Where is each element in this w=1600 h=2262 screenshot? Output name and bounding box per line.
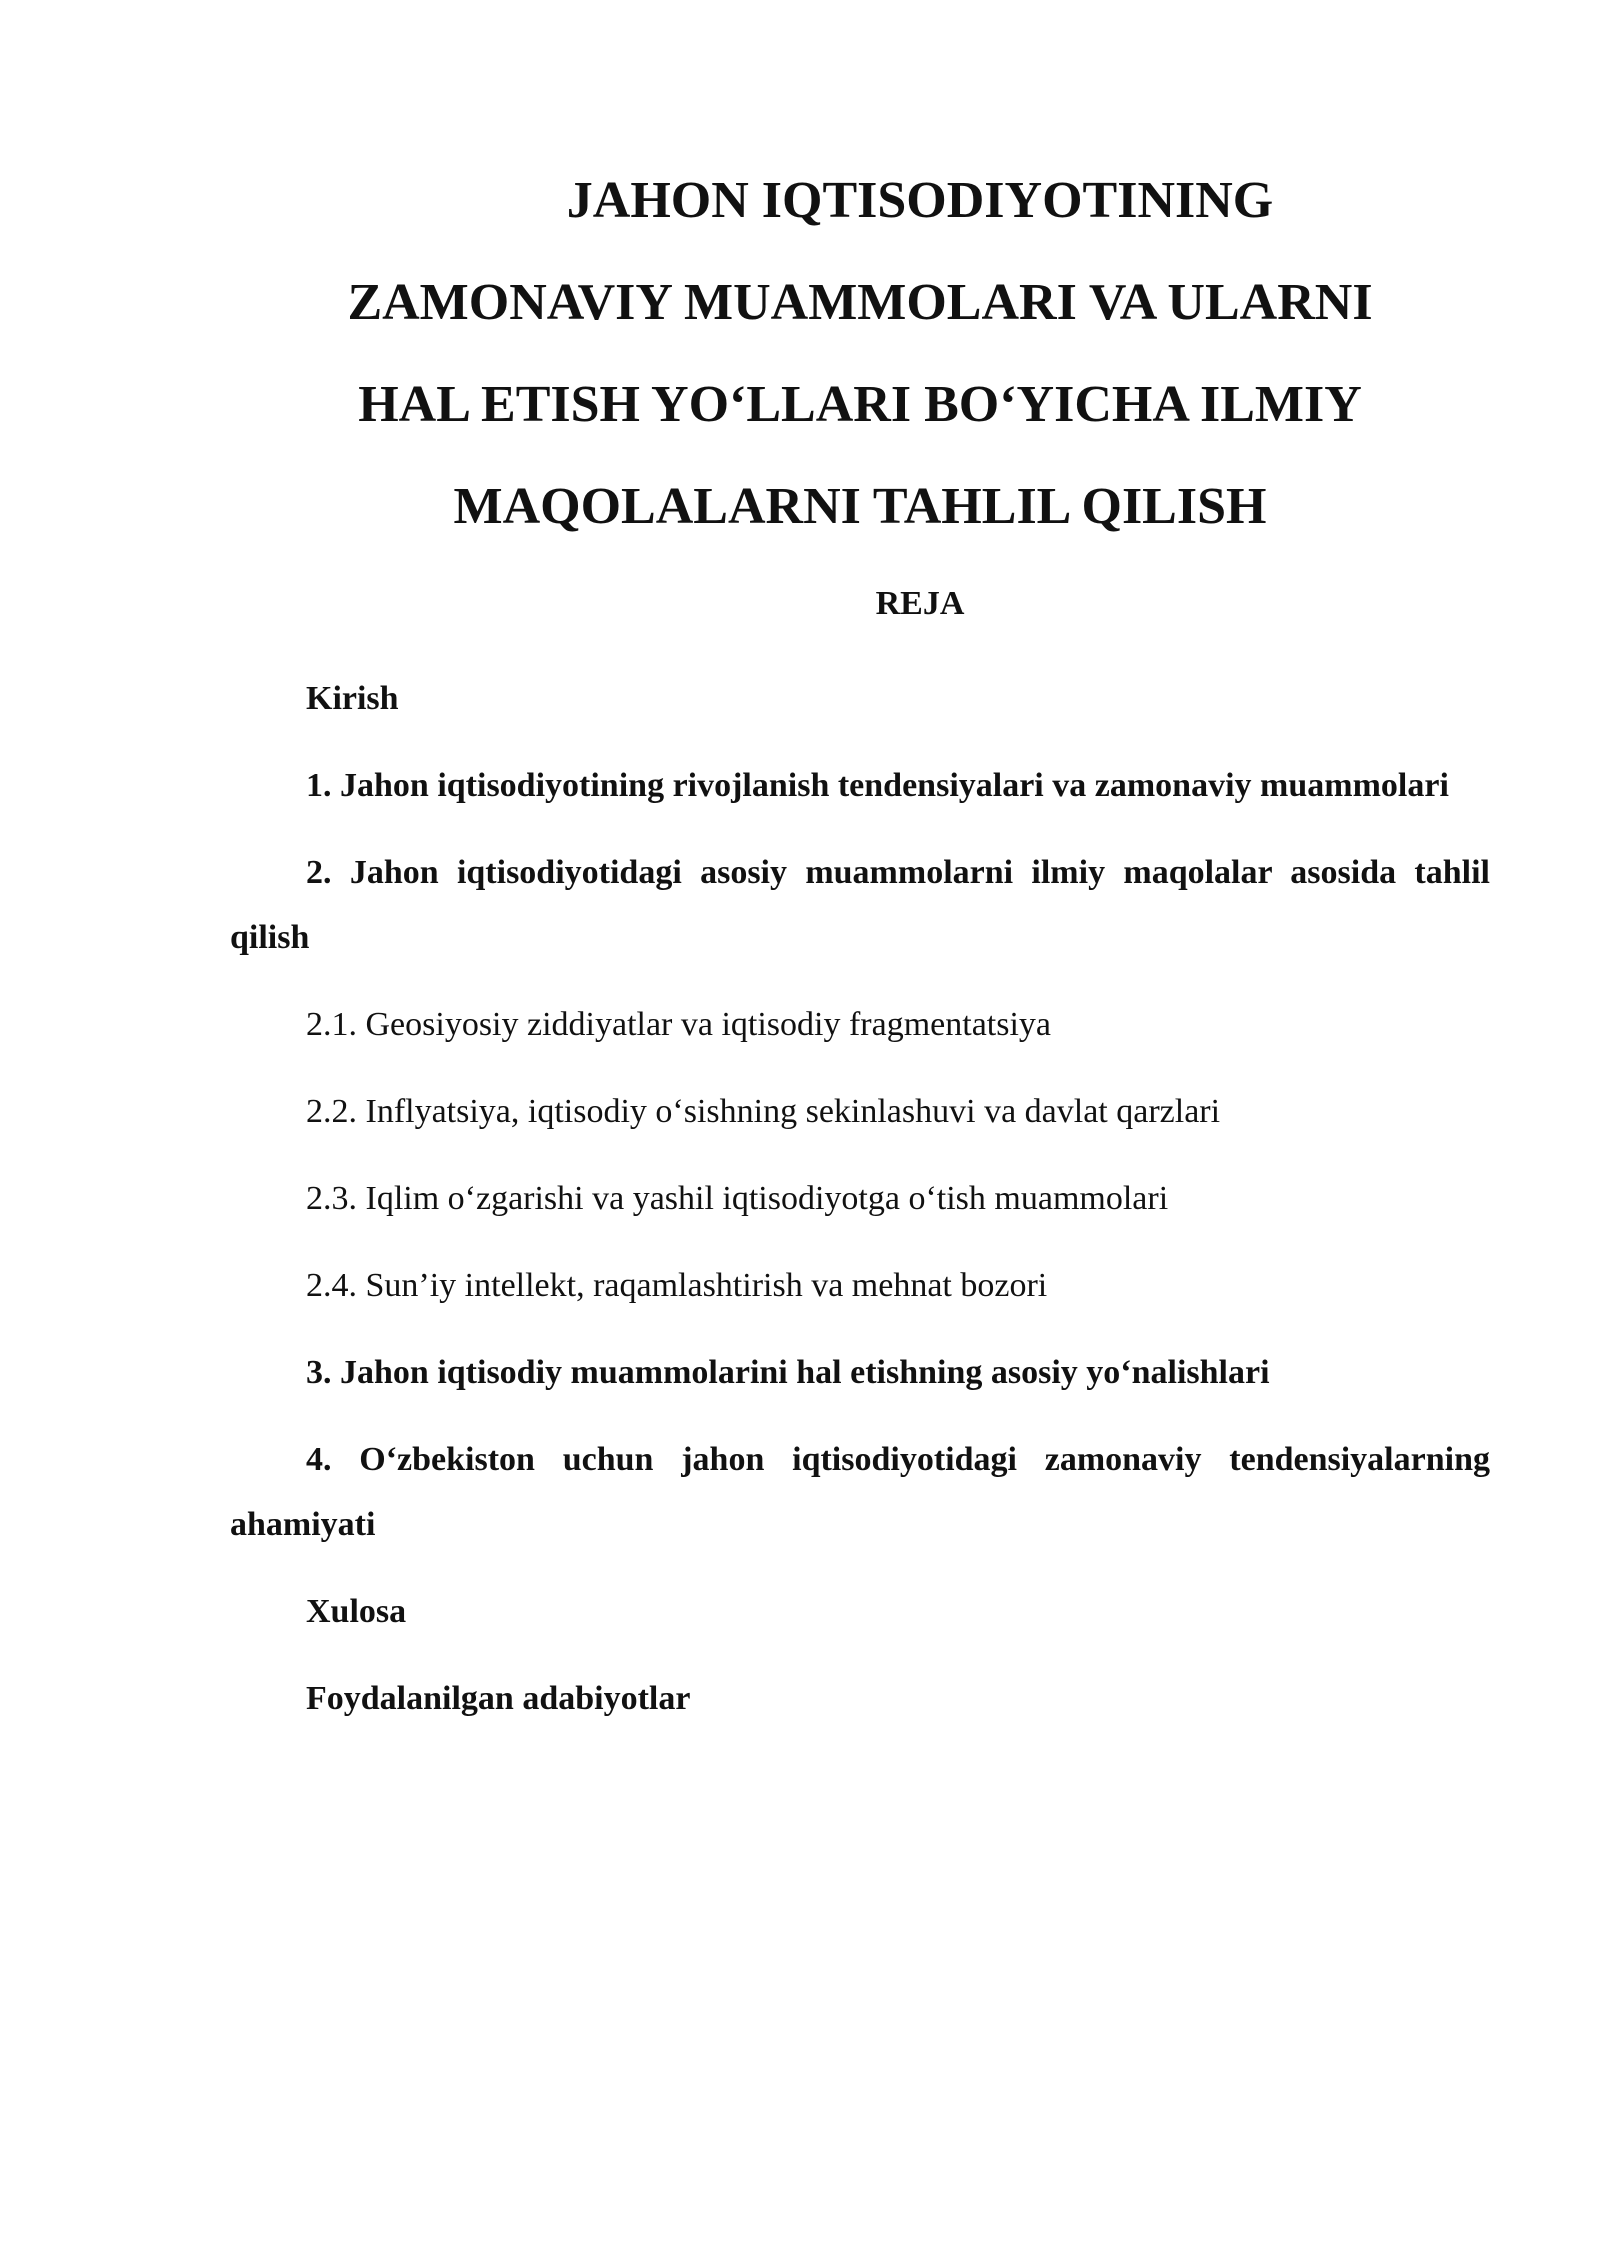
plan-item-3: 3. Jahon iqtisodiy muammolarini hal etishning asosiy yo‘nalishlari — [306, 1354, 1270, 1391]
plan-item-intro: Kirish — [306, 680, 399, 717]
plan-list — [230, 666, 1490, 1753]
plan-item-2-4: 2.4. Sun’iy intellekt, raqamlashtirish va mehnat bozori — [306, 1267, 1048, 1304]
title-line: JAHON IQTISODIYOTINING — [566, 172, 1274, 229]
plan-item-2-1: 2.1. Geosiyosiy ziddiyatlar va iqtisodiy fragmentatsiya — [306, 1006, 1052, 1043]
plan-item-references: Foydalanilgan adabiyotlar — [306, 1680, 691, 1717]
plan-item-1: 1. Jahon iqtisodiyotining rivojlanish tendensiyalari va zamonaviy muammolari — [306, 767, 1449, 804]
title-line: ZAMONAVIY MUAMMOLARI VA ULARNI — [347, 274, 1373, 331]
plan-item-2-3: 2.3. Iqlim o‘zgarishi va yashil iqtisodiyotga o‘tish muammolari — [306, 1180, 1169, 1217]
plan-item-4: 4. O‘zbekiston uchun jahon iqtisodiyotidagi zamonaviy tendensiyalarning ahamiyati — [230, 1441, 1490, 1543]
document-title — [230, 150, 1490, 558]
plan-item-2: 2. Jahon iqtisodiyotidagi asosiy muammolarni ilmiy maqolalar asosida tahlil qilish — [230, 854, 1490, 956]
title-line: MAQOLALARNI TAHLIL QILISH — [453, 478, 1267, 535]
plan-item-conclusion: Xulosa — [306, 1593, 407, 1630]
title-line: HAL ETISH YO‘LLARI BO‘YICHA ILMIY — [358, 376, 1362, 433]
plan-item-2-2: 2.2. Inflyatsiya, iqtisodiy o‘sishning sekinlashuvi va davlat qarzlari — [306, 1093, 1221, 1130]
plan-heading: REJA — [875, 585, 965, 622]
